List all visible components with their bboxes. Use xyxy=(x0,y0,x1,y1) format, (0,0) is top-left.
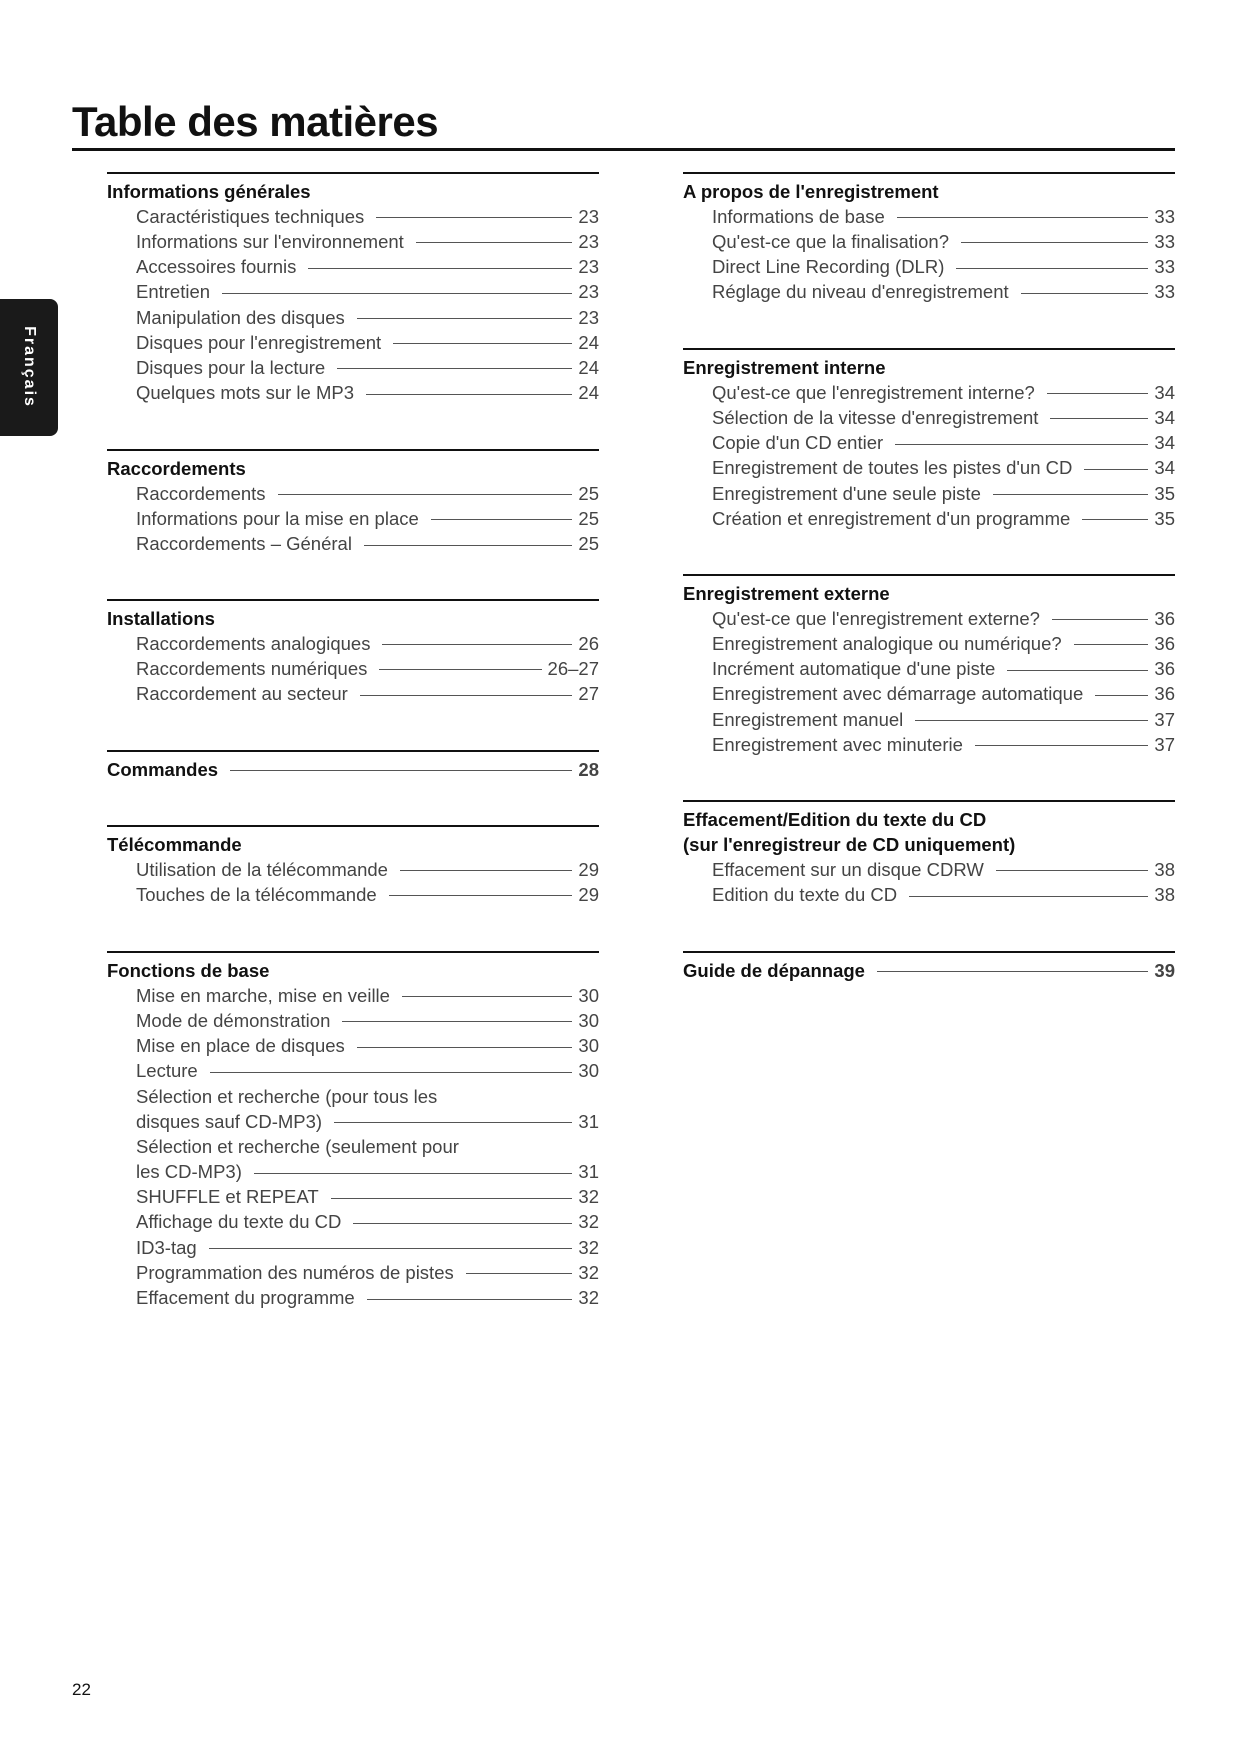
page-ref: 34 xyxy=(1154,406,1175,428)
page-ref: 29 xyxy=(578,858,599,880)
leader-line xyxy=(466,1273,573,1274)
section-heading: Enregistrement interne xyxy=(683,356,886,378)
toc-entry-label: Manipulation des disques xyxy=(136,306,345,328)
toc-section xyxy=(683,574,1175,757)
toc-entry-label: Sélection de la vitesse d'enregistrement xyxy=(712,406,1039,428)
page-ref: 24 xyxy=(578,356,599,378)
toc-entry-label: Mise en marche, mise en veille xyxy=(136,984,390,1006)
toc-entry-label: Qu'est-ce que l'enregistrement interne? xyxy=(712,381,1035,403)
toc-section xyxy=(683,800,1175,908)
leader-line xyxy=(956,268,1148,269)
toc-entry-label: Raccordements xyxy=(136,482,266,504)
toc-section xyxy=(107,750,599,782)
toc-entry-label: Qu'est-ce que l'enregistrement externe? xyxy=(712,607,1040,629)
toc-entry-label: Entretien xyxy=(136,281,211,303)
toc-entry-label: Enregistrement de toutes les pistes d'un CD xyxy=(712,457,1073,479)
toc-entry[interactable] xyxy=(683,857,1175,882)
leader-line xyxy=(334,1122,572,1123)
toc-entry[interactable] xyxy=(107,280,599,305)
section-heading: A propos de l'enregistrement xyxy=(683,180,939,202)
toc-entry[interactable] xyxy=(683,707,1175,732)
toc-entry[interactable] xyxy=(107,1185,599,1210)
toc-section xyxy=(107,825,599,908)
leader-line xyxy=(897,217,1149,218)
page-ref: 27 xyxy=(578,683,599,705)
language-tab xyxy=(0,299,58,436)
page-ref: 39 xyxy=(1154,959,1175,981)
toc-entry[interactable] xyxy=(683,204,1175,229)
leader-line xyxy=(393,343,572,344)
leader-line xyxy=(342,1021,572,1022)
toc-entry[interactable] xyxy=(683,732,1175,757)
toc-entry[interactable] xyxy=(107,631,599,656)
section-heading: Enregistrement externe xyxy=(683,582,890,604)
page-ref: 33 xyxy=(1154,256,1175,278)
section-heading: Effacement/Edition du texte du CD xyxy=(683,808,987,830)
page-ref: 32 xyxy=(578,1211,599,1233)
title-rule xyxy=(72,148,1175,151)
section-heading: Télécommande xyxy=(107,833,242,855)
toc-entry[interactable] xyxy=(107,682,599,707)
leader-line xyxy=(366,394,572,395)
toc-entry-label: Touches de la télécommande xyxy=(136,883,377,905)
section-heading-label: Commandes xyxy=(107,758,219,780)
page-ref: 37 xyxy=(1154,708,1175,730)
leader-line xyxy=(1050,418,1148,419)
page-number: 22 xyxy=(72,1680,91,1699)
page-ref: 33 xyxy=(1154,205,1175,227)
toc-entry-label: Effacement sur un disque CDRW xyxy=(712,858,984,880)
section-rule xyxy=(107,449,599,451)
toc-entry[interactable] xyxy=(107,255,599,280)
leader-line xyxy=(364,545,572,546)
section-heading: Installations xyxy=(107,607,215,629)
leader-line xyxy=(230,770,572,771)
toc-entry-label: Quelques mots sur le MP3 xyxy=(136,382,354,404)
toc-entry[interactable] xyxy=(683,631,1175,656)
toc-entry-label: Effacement du programme xyxy=(136,1287,355,1309)
toc-entry-first-line[interactable]: Sélection et recherche (pour tous les xyxy=(136,1085,438,1107)
page-ref: 38 xyxy=(1154,858,1175,880)
section-rule xyxy=(107,172,599,174)
leader-line xyxy=(357,1047,573,1048)
toc-entry-label: Caractéristiques techniques xyxy=(136,205,365,227)
toc-entry[interactable] xyxy=(107,532,599,557)
toc-entry-label: Informations pour la mise en place xyxy=(136,507,419,529)
section-rule xyxy=(683,348,1175,350)
toc-entry[interactable] xyxy=(683,657,1175,682)
toc-entry-label: Copie d'un CD entier xyxy=(712,432,884,454)
section-rule xyxy=(683,574,1175,576)
leader-line xyxy=(400,870,572,871)
page-ref: 23 xyxy=(578,281,599,303)
page-ref: 28 xyxy=(578,758,599,780)
toc-section xyxy=(107,599,599,707)
page-ref: 30 xyxy=(578,1009,599,1031)
page-ref: 25 xyxy=(578,482,599,504)
leader-line xyxy=(1021,293,1149,294)
leader-line xyxy=(877,971,1148,972)
toc-entry[interactable] xyxy=(107,656,599,681)
toc-entry[interactable] xyxy=(107,983,599,1008)
leader-line xyxy=(210,1072,573,1073)
toc-entry[interactable] xyxy=(107,481,599,506)
page-ref: 31 xyxy=(578,1161,599,1183)
leader-line xyxy=(382,644,572,645)
toc-entry-label: Disques pour l'enregistrement xyxy=(136,331,382,353)
leader-line xyxy=(360,695,573,696)
leader-line xyxy=(975,745,1149,746)
toc-entry[interactable] xyxy=(107,1210,599,1235)
page-ref: 30 xyxy=(578,984,599,1006)
section-rule xyxy=(107,599,599,601)
toc-entry[interactable] xyxy=(107,1235,599,1260)
page-ref: 34 xyxy=(1154,457,1175,479)
leader-line xyxy=(278,494,573,495)
toc-entry[interactable] xyxy=(107,204,599,229)
toc-entry[interactable] xyxy=(107,1160,599,1185)
toc-entry-label: Mode de démonstration xyxy=(136,1009,331,1031)
toc-entry[interactable] xyxy=(107,229,599,254)
toc-entry-label: Création et enregistrement d'un programme xyxy=(712,507,1071,529)
toc-entry-label: disques sauf CD-MP3) xyxy=(136,1110,323,1132)
section-rule xyxy=(107,750,599,752)
page-ref: 38 xyxy=(1154,884,1175,906)
leader-line xyxy=(1052,619,1149,620)
page-ref: 36 xyxy=(1154,632,1175,654)
leader-line xyxy=(1095,695,1148,696)
page-ref: 32 xyxy=(578,1287,599,1309)
leader-line xyxy=(1007,670,1148,671)
toc-entry-first-line[interactable]: Sélection et recherche (seulement pour xyxy=(136,1135,459,1157)
toc-entry-label: Enregistrement avec minuterie xyxy=(712,733,963,755)
leader-line xyxy=(331,1198,573,1199)
toc-entry-label: Raccordements – Général xyxy=(136,533,352,555)
page-ref: 33 xyxy=(1154,230,1175,252)
toc-entry-label: Affichage du texte du CD xyxy=(136,1211,342,1233)
toc-entry-label: Informations de base xyxy=(712,205,885,227)
toc-entry-label: Enregistrement analogique ou numérique? xyxy=(712,632,1062,654)
toc-entry[interactable] xyxy=(107,1109,599,1134)
leader-line xyxy=(1047,393,1149,394)
toc-entry[interactable] xyxy=(107,506,599,531)
section-heading: Informations générales xyxy=(107,180,311,202)
section-heading-continued: (sur l'enregistreur de CD uniquement) xyxy=(683,833,1016,855)
leader-line xyxy=(222,293,572,294)
section-rule xyxy=(683,172,1175,174)
toc-section xyxy=(683,348,1175,531)
toc-entry[interactable] xyxy=(683,405,1175,430)
leader-line xyxy=(1084,469,1148,470)
toc-entry[interactable] xyxy=(107,1285,599,1310)
toc-entry[interactable] xyxy=(107,857,599,882)
section-heading: Raccordements xyxy=(107,457,246,479)
page-ref: 23 xyxy=(578,205,599,227)
language-tab-label: Français xyxy=(21,326,38,408)
toc-entry[interactable] xyxy=(683,280,1175,305)
leader-line xyxy=(337,368,572,369)
page-ref: 36 xyxy=(1154,683,1175,705)
page-ref: 36 xyxy=(1154,658,1175,680)
toc-entry[interactable] xyxy=(107,305,599,330)
toc-entry-label: Réglage du niveau d'enregistrement xyxy=(712,281,1009,303)
section-heading: Fonctions de base xyxy=(107,959,270,981)
leader-line xyxy=(402,996,572,997)
toc-entry-label: Lecture xyxy=(136,1060,198,1082)
toc-entry-label: Informations sur l'environnement xyxy=(136,230,404,252)
leader-line xyxy=(961,242,1148,243)
toc-entry-label: Direct Line Recording (DLR) xyxy=(712,256,945,278)
page-ref: 37 xyxy=(1154,733,1175,755)
toc-entry-label: ID3-tag xyxy=(136,1236,197,1258)
page-ref: 32 xyxy=(578,1236,599,1258)
toc-entry[interactable] xyxy=(683,682,1175,707)
toc-entry-label: Enregistrement manuel xyxy=(712,708,904,730)
toc-entry[interactable] xyxy=(107,1008,599,1033)
section-rule xyxy=(107,825,599,827)
section-heading-label: Guide de dépannage xyxy=(683,959,865,981)
toc-section xyxy=(107,449,599,557)
toc-entry[interactable] xyxy=(683,431,1175,456)
toc-entry[interactable] xyxy=(107,381,599,406)
page-ref: 34 xyxy=(1154,381,1175,403)
page-ref: 35 xyxy=(1154,507,1175,529)
toc-entry[interactable] xyxy=(107,882,599,907)
toc-entry-label: Raccordements analogiques xyxy=(136,632,371,654)
leader-line xyxy=(416,242,573,243)
toc-entry-label: Programmation des numéros de pistes xyxy=(136,1261,454,1283)
section-heading[interactable] xyxy=(683,958,1175,983)
toc-entry[interactable] xyxy=(683,481,1175,506)
toc-entry[interactable] xyxy=(683,255,1175,280)
leader-line xyxy=(308,268,572,269)
toc-entry[interactable] xyxy=(107,330,599,355)
toc-section xyxy=(107,172,599,406)
page-ref: 26 xyxy=(578,632,599,654)
page-ref: 23 xyxy=(578,230,599,252)
page-ref: 23 xyxy=(578,306,599,328)
toc-entry-label: Enregistrement avec démarrage automatique xyxy=(712,683,1084,705)
toc-entry[interactable] xyxy=(107,1034,599,1059)
toc-entry-label: Incrément automatique d'une piste xyxy=(712,658,996,680)
leader-line xyxy=(1074,644,1149,645)
leader-line xyxy=(389,895,573,896)
toc-section xyxy=(107,951,599,1311)
page-ref: 32 xyxy=(578,1261,599,1283)
leader-line xyxy=(376,217,572,218)
toc-entry[interactable] xyxy=(107,355,599,380)
leader-line xyxy=(254,1173,573,1174)
page-ref: 24 xyxy=(578,382,599,404)
page-ref: 24 xyxy=(578,331,599,353)
leader-line xyxy=(353,1223,572,1224)
toc-entry-label: SHUFFLE et REPEAT xyxy=(136,1186,319,1208)
leader-line xyxy=(909,896,1148,897)
toc-entry[interactable] xyxy=(683,380,1175,405)
section-rule xyxy=(683,800,1175,802)
leader-line xyxy=(996,870,1149,871)
page-ref: 29 xyxy=(578,883,599,905)
page-ref: 35 xyxy=(1154,482,1175,504)
toc-entry-label: Raccordement au secteur xyxy=(136,683,348,705)
page-ref: 34 xyxy=(1154,432,1175,454)
page-ref: 25 xyxy=(578,507,599,529)
toc-entry-label: Accessoires fournis xyxy=(136,256,297,278)
toc-entry[interactable] xyxy=(683,883,1175,908)
toc-entry[interactable] xyxy=(107,1059,599,1084)
toc-entry-label: Edition du texte du CD xyxy=(712,884,898,906)
page-ref: 23 xyxy=(578,256,599,278)
toc-entry[interactable] xyxy=(107,1260,599,1285)
leader-line xyxy=(357,318,573,319)
toc-entry-label: Mise en place de disques xyxy=(136,1035,345,1057)
page-ref: 32 xyxy=(578,1186,599,1208)
leader-line xyxy=(915,720,1148,721)
leader-line xyxy=(367,1299,573,1300)
toc-entry[interactable] xyxy=(683,229,1175,254)
leader-line xyxy=(993,494,1149,495)
toc-entry-label: Enregistrement d'une seule piste xyxy=(712,482,981,504)
toc-entry[interactable] xyxy=(683,606,1175,631)
section-rule xyxy=(683,951,1175,953)
leader-line xyxy=(1082,519,1148,520)
toc-entry[interactable] xyxy=(683,456,1175,481)
toc-entry-label: Utilisation de la télécommande xyxy=(136,858,388,880)
toc-entry[interactable] xyxy=(683,506,1175,531)
page-title: Table des matières xyxy=(72,98,439,145)
page-ref: 36 xyxy=(1154,607,1175,629)
page-ref: 33 xyxy=(1154,281,1175,303)
section-rule xyxy=(107,951,599,953)
page-ref: 30 xyxy=(578,1060,599,1082)
page-ref: 25 xyxy=(578,533,599,555)
toc-section xyxy=(683,951,1175,983)
leader-line xyxy=(431,519,573,520)
page-ref: 26–27 xyxy=(547,657,599,679)
leader-line xyxy=(209,1248,573,1249)
toc-entry-label: Qu'est-ce que la finalisation? xyxy=(712,230,949,252)
leader-line xyxy=(379,669,541,670)
toc-entry-label: Raccordements numériques xyxy=(136,657,368,679)
toc-entry-label: les CD-MP3) xyxy=(136,1161,242,1183)
page-ref: 31 xyxy=(578,1110,599,1132)
toc-entry-label: Disques pour la lecture xyxy=(136,356,326,378)
page-ref: 30 xyxy=(578,1035,599,1057)
section-heading[interactable] xyxy=(107,757,599,782)
leader-line xyxy=(895,444,1148,445)
toc-section xyxy=(683,172,1175,305)
